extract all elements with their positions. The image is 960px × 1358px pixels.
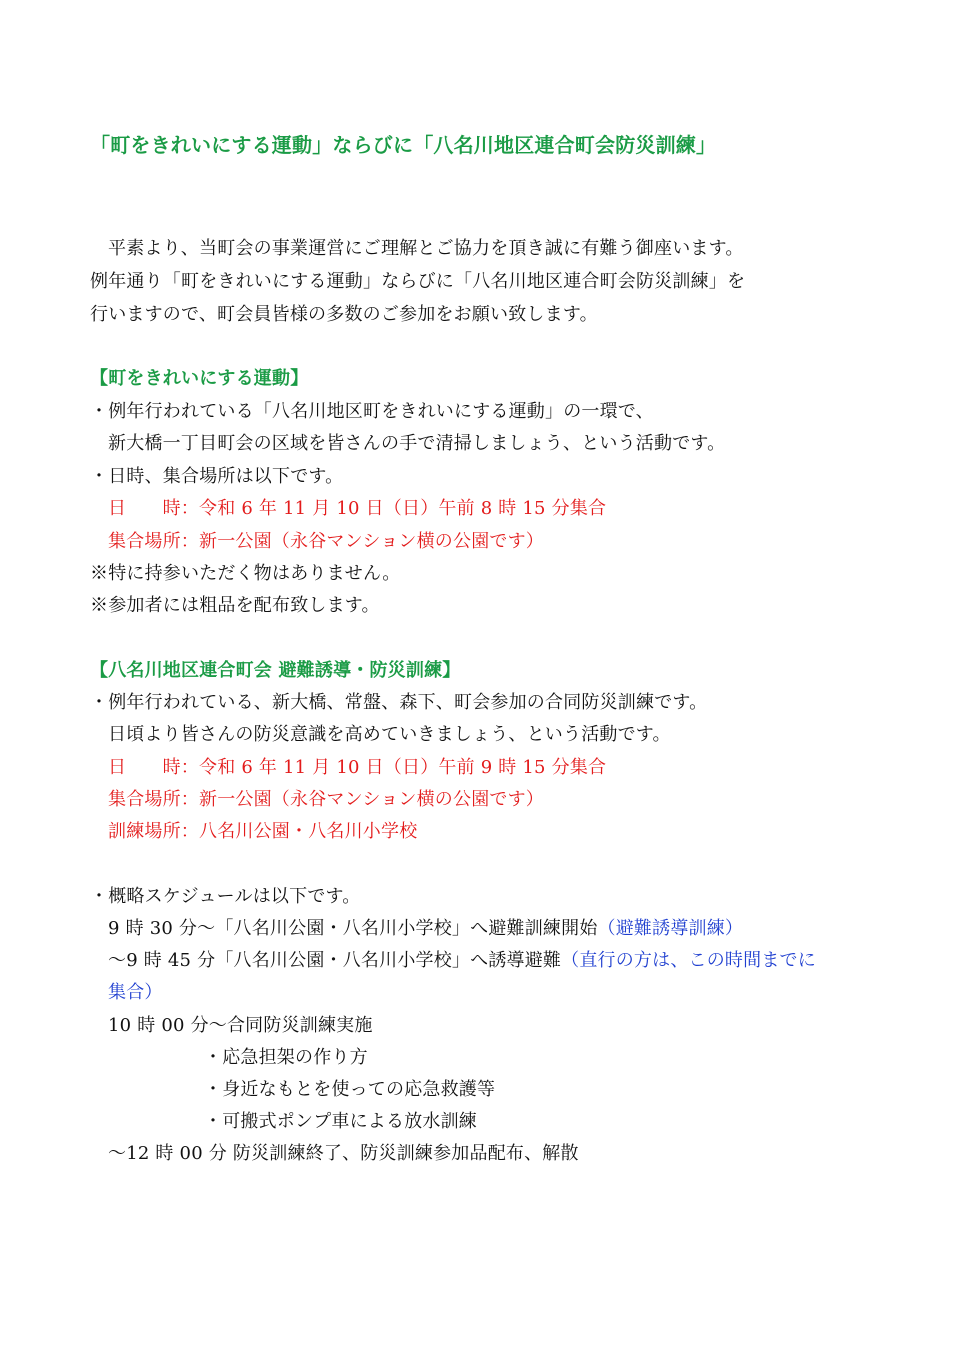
section1-bullet-1: ・例年行われている「八名川地区町をきれいにする運動」の一環で、 <box>90 401 654 422</box>
schedule-item-2-text: ～9 時 45 分「八名川公園・八名川小学校」へ誘導避難 <box>108 950 562 971</box>
document-title: 「町をきれいにする運動」ならびに「八名川地区連合町会防災訓練」 <box>90 133 717 157</box>
schedule-item-1-note: （避難誘導訓練） <box>597 918 744 939</box>
schedule-sub-item-2: ・身近なもとを使っての応急救護等 <box>204 1079 496 1100</box>
schedule-item-3: 10 時 00 分～合同防災訓練実施 <box>108 1015 373 1036</box>
section1-heading: 【町をきれいにする運動】 <box>90 368 309 389</box>
schedule-item-2-note-continued: 集合） <box>108 982 163 1003</box>
schedule-item-1-text: 9 時 30 分～「八名川公園・八名川小学校」へ避難訓練開始 <box>108 918 598 939</box>
section1-datetime: 日 時：令和 6 年 11 月 10 日（日）午前 8 時 15 分集合 <box>108 498 607 519</box>
intro-line-1: 平素より、当町会の事業運営にご理解とご協力を頂き誠に有難う御座います。 <box>108 238 744 259</box>
schedule-item-2-note: （直行の方は、この時間までに <box>561 950 816 971</box>
schedule-item-4: ～12 時 00 分 防災訓練終了、防災訓練参加品配布、解散 <box>108 1143 579 1164</box>
schedule-sub-item-3: ・可搬式ポンプ車による放水訓練 <box>204 1111 477 1132</box>
section2-datetime: 日 時：令和 6 年 11 月 10 日（日）午前 9 時 15 分集合 <box>108 757 607 778</box>
schedule-sub-item-1: ・応急担架の作り方 <box>204 1047 368 1068</box>
section1-bullet-1-continued: 新大橋一丁目町会の区域を皆さんの手で清掃しましょう、という活動です。 <box>108 433 726 454</box>
section1-meeting-place: 集合場所：新一公園（永谷マンション横の公園です） <box>108 531 544 552</box>
section2-meeting-place: 集合場所：新一公園（永谷マンション横の公園です） <box>108 789 544 810</box>
section1-note-2: ※参加者には粗品を配布致します。 <box>90 595 380 616</box>
schedule-item-1 <box>108 917 743 941</box>
section2-bullet-1-continued: 日頃より皆さんの防災意識を高めていきましょう、という活動です。 <box>108 724 671 745</box>
intro-line-2: 例年通り「町をきれいにする運動」ならびに「八名川地区連合町会防災訓練」を <box>90 271 746 292</box>
schedule-heading: ・概略スケジュールは以下です。 <box>90 886 361 907</box>
section2-bullet-1: ・例年行われている、新大橋、常盤、森下、町会参加の合同防災訓練です。 <box>90 692 708 713</box>
section1-note-1: ※特に持参いただく物はありません。 <box>90 563 401 584</box>
section1-bullet-2: ・日時、集合場所は以下です。 <box>90 466 344 487</box>
section2-training-place: 訓練場所：八名川公園・八名川小学校 <box>108 821 418 842</box>
intro-line-3: 行いますので、町会員皆様の多数のご参加をお願い致します。 <box>90 304 598 325</box>
section2-heading: 【八名川地区連合町会 避難誘導・防災訓練】 <box>90 660 461 681</box>
schedule-item-2 <box>108 949 816 973</box>
